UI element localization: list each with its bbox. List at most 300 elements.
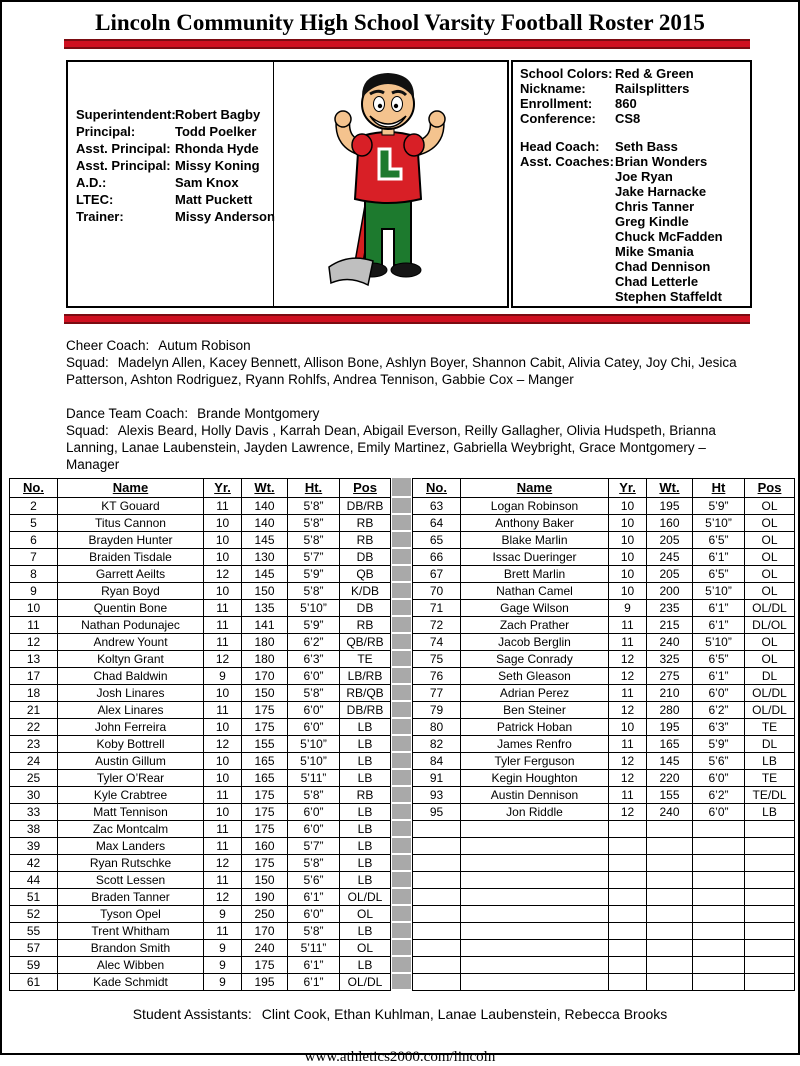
roster-cell-empty <box>745 838 795 855</box>
mascot-area <box>274 62 507 306</box>
roster-cell: 21 <box>10 702 58 719</box>
roster-cell: 82 <box>413 736 461 753</box>
staff-row <box>76 140 273 157</box>
dance-coach-line <box>66 405 740 422</box>
roster-cell-empty <box>693 872 745 889</box>
gutter-cell <box>392 515 411 530</box>
gutter-cell <box>392 974 411 989</box>
roster-row <box>413 515 795 532</box>
roster-row <box>10 906 391 923</box>
roster-cell: 5’8” <box>288 583 340 600</box>
roster-row <box>413 651 795 668</box>
roster-cell: Brayden Hunter <box>58 532 204 549</box>
roster-cell: 38 <box>10 821 58 838</box>
roster-header: Pos <box>745 479 795 498</box>
gutter-cell <box>392 685 411 700</box>
roster-cell: 160 <box>242 838 288 855</box>
roster-cell: 195 <box>647 719 693 736</box>
roster-cell: Trent Whitham <box>58 923 204 940</box>
roster-cell: DL <box>745 736 795 753</box>
roster-cell: OL/DL <box>745 702 795 719</box>
gutter-cell <box>392 478 411 496</box>
roster-cell-empty <box>647 872 693 889</box>
roster-cell: 145 <box>242 532 288 549</box>
asst-coach-row <box>615 274 750 289</box>
roster-cell: Kyle Crabtree <box>58 787 204 804</box>
roster-cell: 5’8” <box>288 685 340 702</box>
roster-cell: TE/DL <box>745 787 795 804</box>
asst-coach-name: Brian Wonders <box>615 154 708 169</box>
staff-label: Superintendent: <box>76 107 176 122</box>
roster-row <box>413 685 795 702</box>
roster-cell: 11 <box>609 736 647 753</box>
school-info-value: Railsplitters <box>615 81 690 96</box>
roster-cell-empty <box>609 940 647 957</box>
roster-cell: 11 <box>204 838 242 855</box>
roster-cell: 10 <box>609 549 647 566</box>
roster-cell: LB <box>340 872 391 889</box>
roster-cell: Ben Steiner <box>461 702 609 719</box>
roster-cell-empty <box>413 821 461 838</box>
roster-cell: 5’10” <box>288 736 340 753</box>
roster-cell: 12 <box>10 634 58 651</box>
roster-row <box>10 634 391 651</box>
asst-coach-row <box>615 169 750 184</box>
asst-coach-name: Stephen Staffeldt <box>615 289 722 304</box>
school-info-value: CS8 <box>615 111 641 126</box>
roster-cell-empty <box>693 906 745 923</box>
school-info-label: Conference: <box>520 111 596 126</box>
roster-cell-empty <box>745 821 795 838</box>
gutter-cell <box>392 634 411 649</box>
roster-cell: 6’1” <box>693 668 745 685</box>
roster-cell: 5’9” <box>693 498 745 515</box>
roster-cell: 10 <box>204 719 242 736</box>
roster-cell: 175 <box>242 702 288 719</box>
roster-cell: Garrett Aeilts <box>58 566 204 583</box>
roster-cell: 205 <box>647 532 693 549</box>
school-info-label: Enrollment: <box>520 96 593 111</box>
roster-header: Yr. <box>609 479 647 498</box>
roster-row-empty <box>413 974 795 991</box>
roster-row <box>10 702 391 719</box>
roster-cell: 245 <box>647 549 693 566</box>
roster-row <box>10 549 391 566</box>
roster-cell-empty <box>609 974 647 991</box>
roster-cell: 9 <box>609 600 647 617</box>
gutter-cell <box>392 549 411 564</box>
staff-label: Trainer: <box>76 209 124 224</box>
roster-row <box>10 532 391 549</box>
roster-cell: 6’1” <box>288 889 340 906</box>
roster-row <box>413 566 795 583</box>
roster-cell: Blake Marlin <box>461 532 609 549</box>
roster-cell: 6’0” <box>288 719 340 736</box>
roster-cell: Austin Gillum <box>58 753 204 770</box>
roster-cell: 145 <box>647 753 693 770</box>
roster-cell: 44 <box>10 872 58 889</box>
roster-row <box>10 787 391 804</box>
roster-cell: DB <box>340 600 391 617</box>
roster-cell: 155 <box>242 736 288 753</box>
head-coach-name: Seth Bass <box>615 139 678 154</box>
roster-row-empty <box>413 821 795 838</box>
roster-cell: 195 <box>647 498 693 515</box>
roster-cell: 13 <box>10 651 58 668</box>
roster-cell: Nathan Camel <box>461 583 609 600</box>
roster-cell: 11 <box>204 600 242 617</box>
roster-cell: 10 <box>204 685 242 702</box>
roster-cell: 8 <box>10 566 58 583</box>
roster-cell: 6’1” <box>288 957 340 974</box>
roster-cell: 170 <box>242 923 288 940</box>
roster-cell: 6’0” <box>288 906 340 923</box>
roster-cell: LB <box>340 770 391 787</box>
roster-cell: 240 <box>647 634 693 651</box>
roster-cell: 80 <box>413 719 461 736</box>
roster-cell: OL <box>745 634 795 651</box>
roster-cell: Sage Conrady <box>461 651 609 668</box>
roster-header-row <box>10 479 391 498</box>
roster-row <box>10 753 391 770</box>
roster-row <box>10 617 391 634</box>
roster-cell: Titus Cannon <box>58 515 204 532</box>
roster-header: Name <box>58 479 204 498</box>
roster-row-empty <box>413 923 795 940</box>
roster-cell: 30 <box>10 787 58 804</box>
roster-cell: Koby Bottrell <box>58 736 204 753</box>
roster-cell: Austin Dennison <box>461 787 609 804</box>
roster-cell: 5’9” <box>288 617 340 634</box>
roster-cell: 5’10” <box>693 634 745 651</box>
roster-cell: LB <box>340 753 391 770</box>
staff-row <box>76 174 273 191</box>
roster-row <box>413 770 795 787</box>
roster-row <box>413 702 795 719</box>
roster-row <box>413 617 795 634</box>
gutter-cell <box>392 940 411 955</box>
roster-cell-empty <box>461 923 609 940</box>
roster-cell: 190 <box>242 889 288 906</box>
roster-row <box>413 498 795 515</box>
roster-cell: 6’0” <box>693 804 745 821</box>
asst-coach-row <box>615 244 750 259</box>
roster-cell: 10 <box>204 549 242 566</box>
roster-cell: OL <box>340 940 391 957</box>
roster-cell: 76 <box>413 668 461 685</box>
roster-cell: 12 <box>609 804 647 821</box>
asst-coach-row <box>615 199 750 214</box>
roster-cell: Zac Montcalm <box>58 821 204 838</box>
roster-cell: 70 <box>413 583 461 600</box>
roster-cell: 150 <box>242 685 288 702</box>
roster-cell: 11 <box>609 617 647 634</box>
roster-cell: LB <box>340 821 391 838</box>
roster-cell-empty <box>609 855 647 872</box>
roster-cell: OL/DL <box>340 889 391 906</box>
red-divider-bottom <box>64 314 750 324</box>
roster-cell: 175 <box>242 821 288 838</box>
roster-cell-empty <box>745 923 795 940</box>
roster-row <box>413 634 795 651</box>
roster-row <box>413 787 795 804</box>
roster-cell: DB/RB <box>340 498 391 515</box>
roster-cell-empty <box>745 855 795 872</box>
roster-cell-empty <box>647 821 693 838</box>
school-info-row <box>520 66 750 81</box>
roster-cell: 74 <box>413 634 461 651</box>
roster-cell: RB <box>340 532 391 549</box>
roster-cell-empty <box>745 889 795 906</box>
spacer <box>66 388 740 405</box>
roster-cell: 11 <box>609 634 647 651</box>
roster-cell: OL <box>340 906 391 923</box>
roster-cell: 175 <box>242 957 288 974</box>
roster-cell: 5 <box>10 515 58 532</box>
roster-row <box>10 804 391 821</box>
roster-cell: 165 <box>242 770 288 787</box>
roster-cell: Quentin Bone <box>58 600 204 617</box>
roster-cell: 5’8” <box>288 532 340 549</box>
header-section <box>66 60 798 308</box>
roster-cell-empty <box>693 838 745 855</box>
roster-row-empty <box>413 940 795 957</box>
staff-row <box>76 157 273 174</box>
roster-cell: 9 <box>204 940 242 957</box>
gutter-cell <box>392 838 411 853</box>
roster-cell-empty <box>609 838 647 855</box>
roster-cell: 6’1” <box>693 600 745 617</box>
roster-cell-empty <box>413 855 461 872</box>
roster-cell: 6’2” <box>288 634 340 651</box>
roster-cell-empty <box>647 838 693 855</box>
roster-cell: 11 <box>204 617 242 634</box>
school-info-row <box>520 111 750 126</box>
gutter-cell <box>392 498 411 513</box>
roster-cell: 11 <box>609 787 647 804</box>
roster-cell: 71 <box>413 600 461 617</box>
roster-cell: 10 <box>609 515 647 532</box>
staff-value: Sam Knox <box>175 175 239 190</box>
roster-cell: 215 <box>647 617 693 634</box>
roster-cell-empty <box>609 906 647 923</box>
roster-row <box>10 583 391 600</box>
roster-cell: OL/DL <box>745 600 795 617</box>
roster-cell: 23 <box>10 736 58 753</box>
gutter-cell <box>392 770 411 785</box>
roster-cell: 24 <box>10 753 58 770</box>
roster-cell: Alex Linares <box>58 702 204 719</box>
roster-cell: 39 <box>10 838 58 855</box>
roster-row <box>10 940 391 957</box>
roster-cell: 141 <box>242 617 288 634</box>
roster-cell: OL <box>745 549 795 566</box>
roster-header: Wt. <box>647 479 693 498</box>
roster-cell: 64 <box>413 515 461 532</box>
roster-cell: 5’8” <box>288 498 340 515</box>
roster-cell: 65 <box>413 532 461 549</box>
roster-cell: 275 <box>647 668 693 685</box>
roster-cell: 6’1” <box>288 974 340 991</box>
roster-cell: 6’0” <box>693 685 745 702</box>
roster-tables <box>9 478 798 991</box>
gutter-cell <box>392 923 411 938</box>
roster-cell: 6’3” <box>693 719 745 736</box>
spacer <box>520 126 750 139</box>
roster-cell-empty <box>461 974 609 991</box>
roster-cell: RB <box>340 515 391 532</box>
roster-cell-empty <box>647 906 693 923</box>
roster-cell: 10 <box>609 719 647 736</box>
roster-row <box>10 770 391 787</box>
roster-cell: LB <box>340 838 391 855</box>
roster-cell: 63 <box>413 498 461 515</box>
roster-row <box>413 583 795 600</box>
gutter-cell <box>392 787 411 802</box>
roster-cell: 11 <box>204 923 242 940</box>
roster-cell: 61 <box>10 974 58 991</box>
roster-cell: 10 <box>10 600 58 617</box>
gutter-cell <box>392 855 411 870</box>
roster-row <box>10 957 391 974</box>
roster-cell: 2 <box>10 498 58 515</box>
student-assistants-names: Clint Cook, Ethan Kuhlman, Lanae Laubenstein, Rebecca Brooks <box>261 1006 668 1022</box>
gutter-cell <box>392 702 411 717</box>
gutter-cell <box>392 736 411 751</box>
roster-cell-empty <box>609 821 647 838</box>
cheer-squad-label: Squad: <box>66 355 109 370</box>
roster-cell-empty <box>609 872 647 889</box>
roster-header: Wt. <box>242 479 288 498</box>
dance-squad-label: Squad: <box>66 423 109 438</box>
roster-cell: 5’8” <box>288 923 340 940</box>
roster-cell: Scott Lessen <box>58 872 204 889</box>
roster-cell: 5’9” <box>693 736 745 753</box>
roster-cell-empty <box>693 974 745 991</box>
roster-cell: 325 <box>647 651 693 668</box>
roster-cell: 160 <box>647 515 693 532</box>
roster-cell: 51 <box>10 889 58 906</box>
roster-cell: 210 <box>647 685 693 702</box>
roster-cell: Kade Schmidt <box>58 974 204 991</box>
roster-cell: 79 <box>413 702 461 719</box>
coach-list <box>520 139 750 304</box>
roster-cell-empty <box>693 923 745 940</box>
asst-coach-row <box>615 214 750 229</box>
roster-cell: 135 <box>242 600 288 617</box>
staff-row <box>76 123 273 140</box>
roster-cell: 6’0” <box>288 821 340 838</box>
staff-list <box>68 62 274 306</box>
asst-coach-name: Chuck McFadden <box>615 229 723 244</box>
roster-cell: 6’5” <box>693 566 745 583</box>
roster-row <box>413 532 795 549</box>
asst-coach-row <box>615 289 750 304</box>
roster-cell: 9 <box>204 974 242 991</box>
gutter-cell <box>392 532 411 547</box>
roster-cell: Brett Marlin <box>461 566 609 583</box>
roster-row <box>10 838 391 855</box>
staff-value: Missy Anderson <box>175 209 275 224</box>
roster-row <box>413 804 795 821</box>
roster-cell: 7 <box>10 549 58 566</box>
roster-cell-empty <box>693 855 745 872</box>
roster-cell-empty <box>647 923 693 940</box>
asst-coach-name: Chad Dennison <box>615 259 711 274</box>
roster-cell: 130 <box>242 549 288 566</box>
roster-cell: TE <box>745 719 795 736</box>
roster-row <box>10 855 391 872</box>
roster-cell: 180 <box>242 651 288 668</box>
roster-cell: Ryan Boyd <box>58 583 204 600</box>
gutter-cell <box>392 872 411 887</box>
roster-row <box>413 719 795 736</box>
roster-cell: 150 <box>242 872 288 889</box>
roster-cell: 10 <box>609 498 647 515</box>
roster-cell: 66 <box>413 549 461 566</box>
asst-coach-row <box>615 259 750 274</box>
gutter-cell <box>392 753 411 768</box>
roster-cell: Max Landers <box>58 838 204 855</box>
school-info-value: 860 <box>615 96 637 111</box>
squads-section <box>66 337 740 473</box>
roster-cell-empty <box>693 821 745 838</box>
roster-cell: 240 <box>242 940 288 957</box>
asst-coach-name: Mike Smania <box>615 244 694 259</box>
roster-cell: 95 <box>413 804 461 821</box>
roster-cell: 150 <box>242 583 288 600</box>
roster-cell-empty <box>413 957 461 974</box>
roster-cell: Adrian Perez <box>461 685 609 702</box>
roster-cell: 10 <box>204 515 242 532</box>
roster-cell: 5’7” <box>288 549 340 566</box>
cheer-coach-label: Cheer Coach: <box>66 338 150 353</box>
roster-row <box>10 872 391 889</box>
roster-cell-empty <box>461 957 609 974</box>
roster-row <box>10 651 391 668</box>
roster-cell: 11 <box>204 787 242 804</box>
roster-cell: 6’0” <box>288 702 340 719</box>
roster-cell: Alec Wibben <box>58 957 204 974</box>
roster-cell: 10 <box>609 583 647 600</box>
roster-cell: Braiden Tisdale <box>58 549 204 566</box>
roster-cell: Matt Tennison <box>58 804 204 821</box>
staff-row <box>76 106 273 123</box>
roster-cell: LB <box>340 855 391 872</box>
roster-cell: LB <box>340 923 391 940</box>
roster-header: No. <box>10 479 58 498</box>
asst-coach-name: Chad Letterle <box>615 274 699 289</box>
roster-cell-empty <box>461 855 609 872</box>
roster-row <box>413 600 795 617</box>
roster-cell: Andrew Yount <box>58 634 204 651</box>
roster-cell: Braden Tanner <box>58 889 204 906</box>
roster-cell-empty <box>461 872 609 889</box>
dance-squad-line <box>66 422 740 473</box>
roster-cell: 175 <box>242 719 288 736</box>
roster-row <box>10 668 391 685</box>
roster-cell: OL <box>745 651 795 668</box>
roster-cell: Issac Dueringer <box>461 549 609 566</box>
roster-cell-empty <box>413 872 461 889</box>
roster-cell: 5’10” <box>693 515 745 532</box>
roster-cell: 6’5” <box>693 651 745 668</box>
roster-cell-empty <box>745 906 795 923</box>
staff-row <box>76 191 273 208</box>
roster-cell: 6 <box>10 532 58 549</box>
roster-cell: Zach Prather <box>461 617 609 634</box>
left-roster-table <box>9 478 391 991</box>
